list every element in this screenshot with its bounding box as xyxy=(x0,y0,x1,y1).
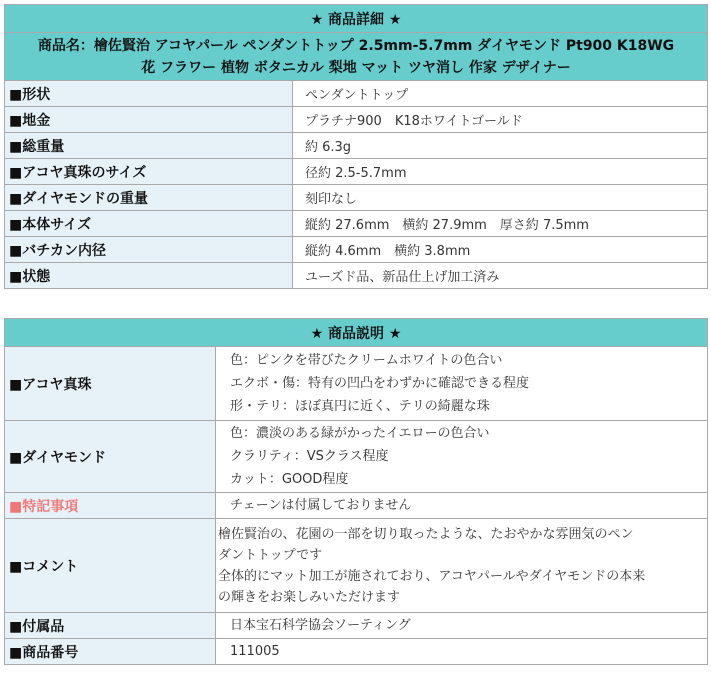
description-value: 111005 xyxy=(216,639,708,665)
pearl-blemish-line: エクボ・傷：特有の凹凸をわずかに確認できる程度 xyxy=(230,376,530,391)
description-label: ■ダイヤモンド xyxy=(5,421,216,493)
detail-label: ■本体サイズ xyxy=(5,211,293,237)
description-label: ■商品番号 xyxy=(5,639,216,665)
detail-label: ■アコヤ真珠のサイズ xyxy=(5,159,293,185)
description-value: チェーンは付属しておりません xyxy=(216,493,708,519)
detail-row-body-size xyxy=(5,211,708,237)
detail-row-condition xyxy=(5,263,708,289)
description-row-pearl xyxy=(5,347,708,421)
comment-line: の輝きをお楽しみいただけます xyxy=(218,589,401,605)
diamond-color-line: 色：濃淡のある緑がかったイエローの色合い xyxy=(230,426,490,441)
detail-row-bail-size xyxy=(5,237,708,263)
detail-value: 縦約 27.6mm 横約 27.9mm 厚さ約 7.5mm xyxy=(293,211,708,237)
product-name xyxy=(5,33,708,81)
details-header: ★ 商品詳細 ★ xyxy=(5,5,708,33)
comment-line: 檜佐賢治の、花園の一部を切り取ったような、たおやかな雰囲気のペン xyxy=(218,526,634,542)
pearl-shape-line: 形・テリ：ほぼ真円に近く、テリの綺麗な珠 xyxy=(230,399,490,414)
detail-row-weight xyxy=(5,133,708,159)
detail-value: ペンダントトップ xyxy=(293,81,708,107)
description-value xyxy=(216,347,708,421)
product-description-table xyxy=(4,318,708,665)
description-row-accessories xyxy=(5,613,708,639)
comment-line: ダントトップです xyxy=(218,547,323,563)
detail-value: 縦約 4.6mm 横約 3.8mm xyxy=(293,237,708,263)
detail-value: 刻印なし xyxy=(293,185,708,211)
description-label-notes: ■特記事項 xyxy=(5,493,216,519)
detail-label: ■総重量 xyxy=(5,133,293,159)
detail-label: ■ダイヤモンドの重量 xyxy=(5,185,293,211)
detail-row-shape xyxy=(5,81,708,107)
product-details-table xyxy=(4,4,708,289)
description-row-item-number xyxy=(5,639,708,665)
diamond-clarity-line: クラリティ：VSクラス程度 xyxy=(230,449,389,464)
detail-label: ■形状 xyxy=(5,81,293,107)
comment-text xyxy=(216,519,708,613)
description-value: 日本宝石科学協会ソーティング xyxy=(216,613,708,639)
detail-value: 径約 2.5-5.7mm xyxy=(293,159,708,185)
description-value xyxy=(216,421,708,493)
detail-row-metal xyxy=(5,107,708,133)
description-row-notes xyxy=(5,493,708,519)
detail-row-diamond-weight xyxy=(5,185,708,211)
pearl-color-line: 色：ピンクを帯びたクリームホワイトの色合い xyxy=(230,353,503,368)
description-label: ■アコヤ真珠 xyxy=(5,347,216,421)
detail-label: ■状態 xyxy=(5,263,293,289)
detail-value: 約 6.3g xyxy=(293,133,708,159)
description-label: ■コメント xyxy=(5,519,216,613)
description-row-diamond xyxy=(5,421,708,493)
product-name-line-2: 花 フラワー 植物 ボタニカル 梨地 マット ツヤ消し 作家 デザイナー xyxy=(141,59,571,76)
comment-line: 全体的にマット加工が施されており、アコヤパールやダイヤモンドの本来 xyxy=(218,568,646,584)
detail-value: ユーズド品、新品仕上げ加工済み xyxy=(293,263,708,289)
diamond-cut-line: カット：GOOD程度 xyxy=(230,472,349,487)
description-label: ■付属品 xyxy=(5,613,216,639)
product-name-line-1: 商品名：檜佐賢治 アコヤパール ペンダントトップ 2.5mm-5.7mm ダイヤモンド Pt900 K18WG xyxy=(37,37,675,54)
description-header: ★ 商品説明 ★ xyxy=(5,319,708,347)
detail-label: ■バチカン内径 xyxy=(5,237,293,263)
detail-label: ■地金 xyxy=(5,107,293,133)
description-row-comment xyxy=(5,519,708,613)
detail-row-pearl-size xyxy=(5,159,708,185)
detail-value: プラチナ900 K18ホワイトゴールド xyxy=(293,107,708,133)
